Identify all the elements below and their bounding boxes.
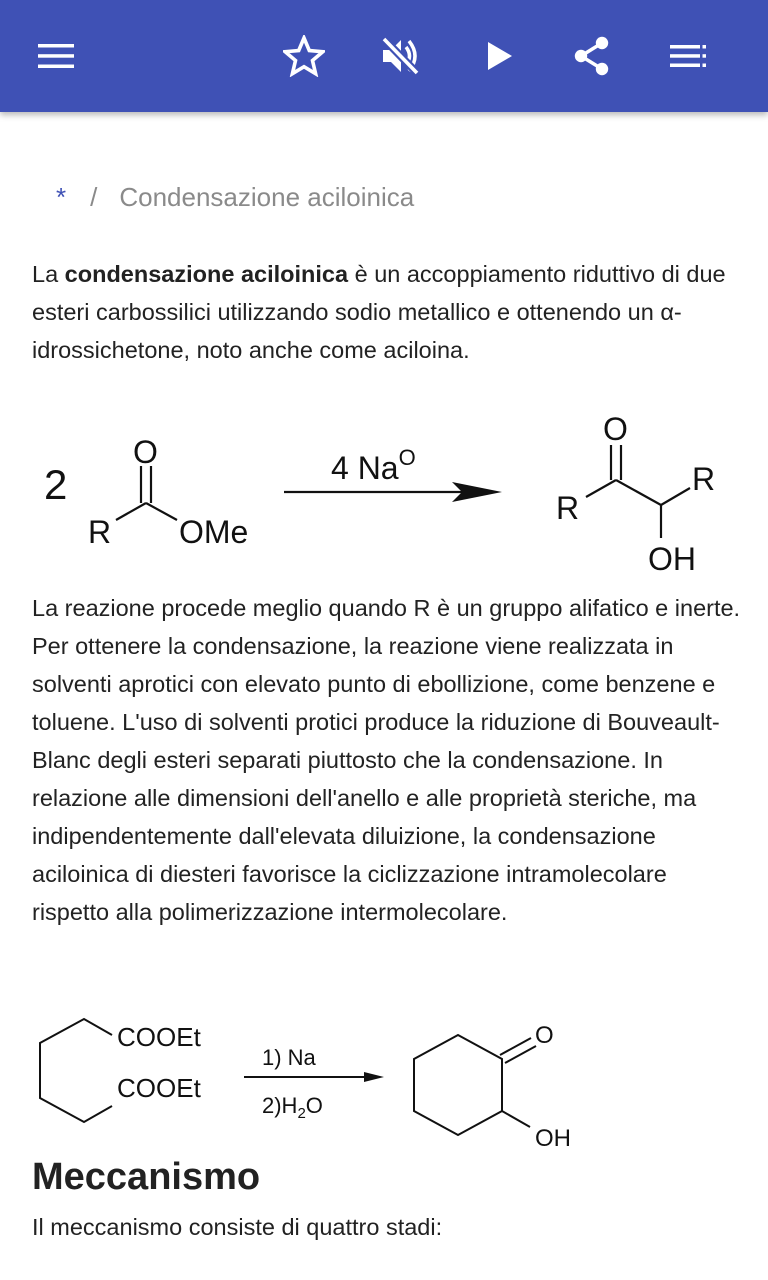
scheme1-product-r-left: R: [556, 490, 580, 526]
intro-text-end: è un accoppiamento riduttivo di due esteri carbossilici utilizzando sodio metallico e ottenendo un α-idrossichetone, noto anche come aciloina.: [32, 261, 726, 363]
scheme2-product-oh: OH: [535, 1125, 571, 1152]
play-button[interactable]: [470, 28, 526, 84]
scheme2-product-o: O: [535, 1022, 554, 1049]
favorite-button[interactable]: [276, 28, 332, 84]
scheme1-product-oh: OH: [648, 541, 696, 577]
scheme1-reagent: 4 $Na^O$: [331, 445, 416, 486]
scheme2-arrowhead: [364, 1072, 384, 1082]
scheme2-step1: 1) Na: [262, 1045, 316, 1070]
intramolecular-cyclization-scheme: [0, 1005, 768, 1155]
breadcrumb-current: Condensazione aciloinica: [119, 182, 415, 212]
scheme1-reactant-ome: OMe: [179, 514, 249, 550]
conditions-paragraph: La reazione procede meglio quando R è un gruppo alifatico e inerte. Per ottenere la condensazione, la reazione viene realizzata in solventi aprotici con elevato punto di ebollizione, come benzene e toluene. L'uso di solventi protici produce la riduzione di Bouveault-Blanc degli esteri separati piuttosto che la condensazione. In relazione alle dimensioni dell'anello e alle proprietà steriche, ma indipendentemente dall'elevata diluizione, la condensazione aciloinica di diesteri favorisce la ciclizzazione intramolecolare rispetto alla polimerizzazione intermolecolare.: [32, 595, 741, 925]
intro-paragraph: [32, 255, 744, 369]
scheme1-reactant-o: O: [133, 434, 158, 470]
section-heading-mechanism: Meccanismo: [32, 1156, 261, 1198]
share-icon: [571, 35, 613, 77]
intro-text-start: La: [32, 261, 65, 287]
scheme1-product-o: O: [603, 411, 628, 447]
scheme1-coefficient: 2: [44, 461, 68, 508]
sound-toggle-button[interactable]: [372, 28, 428, 84]
menu-button[interactable]: [28, 28, 84, 84]
share-button[interactable]: [564, 28, 620, 84]
app-toolbar: [0, 0, 768, 112]
contents-button[interactable]: [660, 28, 716, 84]
play-icon: [480, 38, 516, 74]
scheme1-reactant-r: R: [88, 514, 112, 550]
scheme1-product-r-right: R: [692, 461, 716, 497]
mechanism-paragraph: Il meccanismo consiste di quattro stadi:: [32, 1214, 443, 1240]
breadcrumb-separator: /: [90, 182, 98, 212]
hamburger-menu-icon: [36, 41, 76, 71]
intro-bold-term: condensazione aciloinica: [64, 261, 349, 287]
list-contents-icon: [668, 41, 708, 71]
breadcrumb: [56, 182, 414, 213]
scheme2-ester-top: COOEt: [117, 1022, 201, 1052]
breadcrumb-home-link[interactable]: *: [56, 182, 67, 212]
scheme2-ester-bottom: COOEt: [117, 1073, 201, 1103]
star-outline-icon: [283, 35, 325, 77]
volume-off-icon: [379, 35, 421, 77]
article-content: [0, 112, 768, 1280]
scheme1-arrow-and-product: [0, 402, 768, 587]
scheme2-step2: $2)H_2O$: [262, 1093, 323, 1122]
